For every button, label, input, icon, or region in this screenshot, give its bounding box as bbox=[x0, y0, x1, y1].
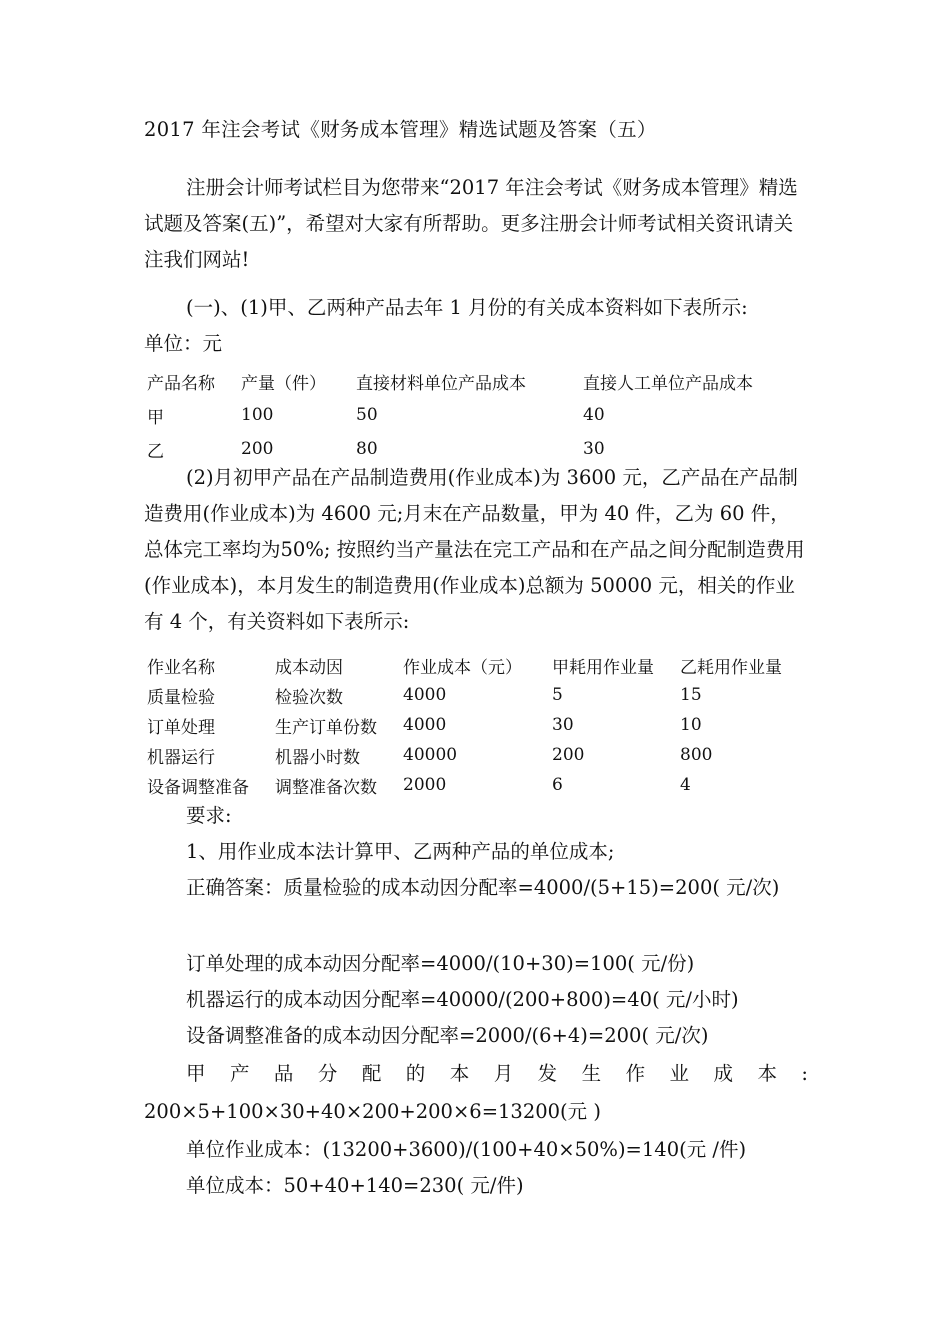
table-row bbox=[147, 398, 813, 432]
table-cell: 15 bbox=[680, 685, 702, 705]
table-cell: 生产订单份数 bbox=[275, 717, 377, 738]
table-header-row bbox=[147, 650, 810, 680]
answer-line: 机器运行的成本动因分配率=40000/(200+800)=40( 元/小时) bbox=[186, 988, 739, 1011]
answer-line: 单位成本：50+40+140=230( 元/件) bbox=[186, 1174, 524, 1197]
table-cell: 10 bbox=[680, 715, 702, 735]
table-cell: 质量检验 bbox=[147, 687, 215, 708]
table-row bbox=[147, 770, 810, 800]
table-cell: 4 bbox=[680, 775, 691, 795]
intro-paragraph: 注册会计师考试栏目为您带来“2017 年注会考试《财务成本管理》精选试题及答案(五)”，希望对大家有所帮助。更多注册会计师考试相关资讯请关注我们网站! bbox=[144, 176, 798, 271]
table-cell: 6 bbox=[552, 775, 563, 795]
activity-table bbox=[147, 650, 810, 800]
requirement-label: 要求: bbox=[186, 804, 232, 827]
table-row bbox=[147, 680, 810, 710]
product-cost-table bbox=[147, 364, 813, 466]
table-cell: 30 bbox=[583, 439, 605, 459]
table-cell: 乙 bbox=[147, 441, 164, 462]
table-cell: 调整准备次数 bbox=[275, 777, 377, 798]
table-cell: 80 bbox=[356, 439, 378, 459]
table-cell: 机器运行 bbox=[147, 747, 215, 768]
answer-line: 设备调整准备的成本动因分配率=2000/(6+4)=200( 元/次) bbox=[186, 1024, 709, 1047]
table-cell: 4000 bbox=[403, 685, 447, 705]
table-cell: 订单处理 bbox=[147, 717, 215, 738]
table-cell: 40000 bbox=[403, 745, 458, 765]
table-header-row bbox=[147, 364, 813, 398]
table-header-cell: 作业成本（元） bbox=[403, 657, 522, 678]
requirement-item: 1、用作业成本法计算甲、乙两种产品的单位成本; bbox=[186, 840, 615, 863]
answer-line: 单位作业成本：(13200+3600)/(100+40×50%)=140(元 /件) bbox=[186, 1138, 747, 1161]
table-cell: 设备调整准备 bbox=[147, 777, 249, 798]
table-header-cell: 产量（件） bbox=[241, 373, 326, 394]
table-cell: 200 bbox=[241, 439, 274, 459]
table-cell: 50 bbox=[356, 405, 378, 425]
table-header-cell: 产品名称 bbox=[147, 373, 215, 394]
table-cell: 4000 bbox=[403, 715, 447, 735]
unit-label: 单位：元 bbox=[144, 332, 223, 355]
table-cell: 200 bbox=[552, 745, 585, 765]
table-cell: 检验次数 bbox=[275, 687, 343, 708]
table-cell: 800 bbox=[680, 745, 713, 765]
table-cell: 30 bbox=[552, 715, 574, 735]
answer-calculation: 200×5+100×30+40×200+200×6=13200(元 ) bbox=[144, 1100, 601, 1123]
table-cell: 40 bbox=[583, 405, 605, 425]
table-cell: 2000 bbox=[403, 775, 447, 795]
table-cell: 5 bbox=[552, 685, 563, 705]
answer-line: 甲 产 品 分 配 的 本 月 发 生 作 业 成 本 : bbox=[186, 1062, 808, 1085]
answer-line: 正确答案：质量检验的成本动因分配率=4000/(5+15)=200( 元/次) bbox=[186, 876, 780, 899]
document-title: 2017 年注会考试《财务成本管理》精选试题及答案（五） bbox=[144, 118, 657, 141]
table-header-cell: 直接材料单位产品成本 bbox=[356, 373, 526, 394]
table-row bbox=[147, 710, 810, 740]
table-cell: 甲 bbox=[147, 407, 164, 428]
question-intro: (一)、(1)甲、乙两种产品去年 1 月份的有关成本资料如下表所示: bbox=[186, 296, 748, 319]
table-header-cell: 乙耗用作业量 bbox=[680, 657, 782, 678]
table-header-cell: 直接人工单位产品成本 bbox=[583, 373, 753, 394]
overhead-paragraph: (2)月初甲产品在产品制造费用(作业成本)为 3600 元，乙产品在产品制造费用(作业成本)为 4600 元;月末在产品数量，甲为 40 件，乙为 60 件，总体完工率均为50%; 按照约当产量法在完工产品和在产品之间分配制造费用(作业成本)，本月发生的制造费用(作业成本)总额为 50000 元，相关的作业有 4 个，有关资料如下表所示: bbox=[144, 466, 805, 633]
table-header-cell: 甲耗用作业量 bbox=[552, 657, 654, 678]
table-header-cell: 作业名称 bbox=[147, 657, 215, 678]
table-header-cell: 成本动因 bbox=[275, 657, 343, 678]
table-cell: 100 bbox=[241, 405, 274, 425]
answer-line: 订单处理的成本动因分配率=4000/(10+30)=100( 元/份) bbox=[186, 952, 695, 975]
table-row bbox=[147, 740, 810, 770]
table-cell: 机器小时数 bbox=[275, 747, 360, 768]
